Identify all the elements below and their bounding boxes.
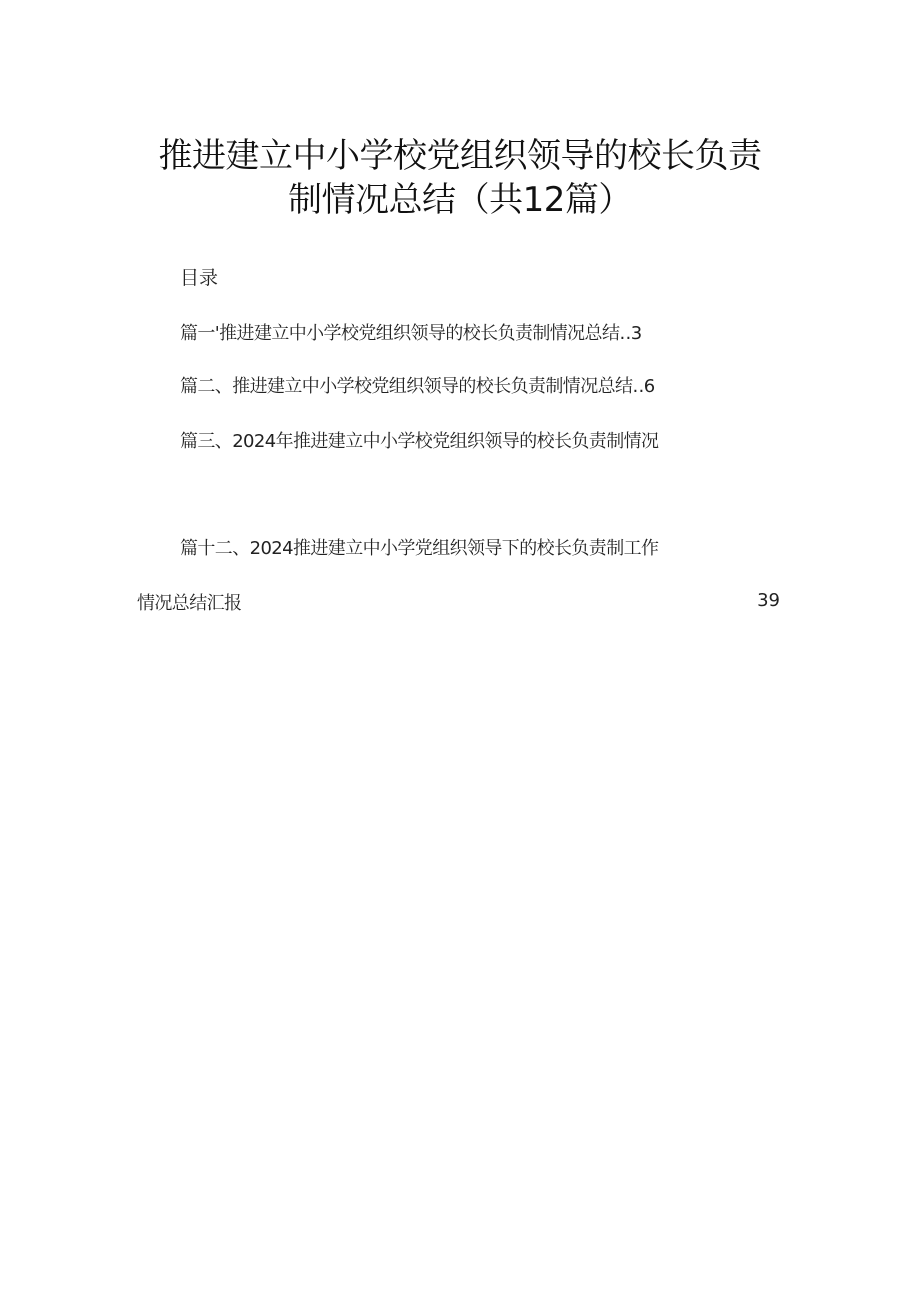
toc-heading: 目录	[180, 267, 219, 289]
toc-entry-1[interactable]: 篇一'推进建立中小学校党组织领导的校长负责制情况总结‥3	[180, 323, 642, 344]
toc-entry-2[interactable]: 篇二、推进建立中小学校党组织领导的校长负责制情况总结‥6	[180, 376, 655, 397]
toc-entry-12-continuation[interactable]: 情况总结汇报	[137, 593, 242, 614]
document-title-line-2: 制情况总结（共12篇）	[288, 180, 632, 220]
toc-entry-12-page-number: 39	[757, 590, 780, 611]
document-title-line-1: 推进建立中小学校党组织领导的校长负责	[158, 136, 762, 176]
toc-entry-12[interactable]: 篇十二、2024推进建立中小学党组织领导下的校长负责制工作	[180, 538, 659, 559]
toc-entry-3[interactable]: 篇三、2024年推进建立中小学校党组织领导的校长负责制情况	[180, 431, 659, 452]
